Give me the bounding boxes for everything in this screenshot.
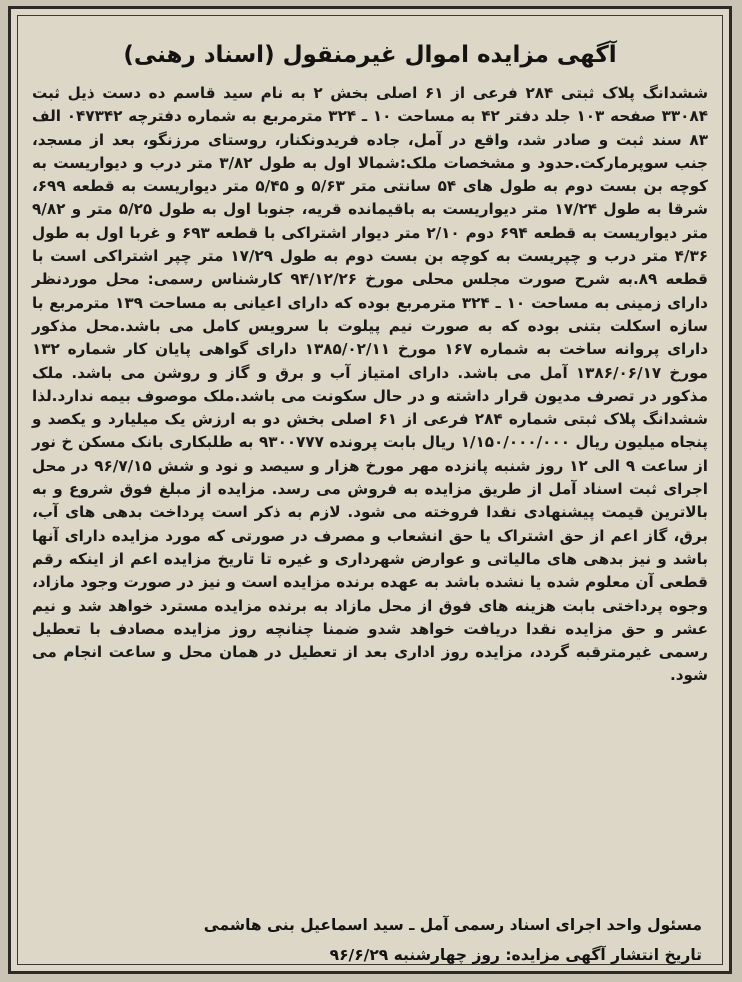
notice-frame bbox=[17, 15, 723, 965]
publish-date: تاریخ انتشار آگهی مزایده: روز چهارشنبه ۹۶/۶/۲۹ bbox=[329, 946, 702, 964]
notice-body: ششدانگ پلاک ثبتی ۲۸۴ فرعی از ۶۱ اصلی بخش ۲ به نام سید قاسم ده دست ذیل ثبت ۳۳۰۸۴ صفحه ۱۰۳ جلد دفتر ۴۲ به مساحت ۱۰ ـ ۳۲۴ مترمربع به شماره دفترچه ۰۴۷۳۴۲ الف ۸۳ سند ثبت و صادر شد، واقع در آمل، جاده فریدونکنار، روستای مرزنگو، بعد از مسجد، جنب سوپرمارکت.حدود و مشخصات ملک:شمالا اول به طول ۳/۸۲ متر درب و دیواریست به کوچه بن بست دوم به طول های ۵۴ سانتی متر ۵/۶۳ و ۵/۴۵ متر دیواریست به قطعه ۶۹۹، شرقا به طول ۱۷/۲۴ متر دیواریست به باقیمانده قریه، جنوبا اول به طول ۵/۲۵ متر و ۹/۸۲ متر دیواریست به قطعه ۶۹۴ دوم ۲/۱۰ متر دیوار اشتراکی با قطعه ۶۹۳ و غربا اول به طول ۴/۳۶ متر درب و چپریست به کوچه بن بست دوم به طول ۱۷/۲۹ متر چپر اشتراکی است با قطعه ۸۹.به شرح صورت مجلس محلی مورخ ۹۴/۱۲/۲۶ کارشناس رسمی: محل موردنظر دارای زمینی به مساحت ۱۰ ـ ۳۲۴ مترمربع بوده که دارای اعیانی به مساحت ۱۳۹ مترمربع با سازه اسکلت بتنی بوده که به صورت نیم پیلوت با سرویس کامل می باشد.محل مذکور دارای پروانه ساخت به شماره ۱۶۷ مورخ ۱۳۸۵/۰۲/۱۱ دارای گواهی پایان کار شماره ۱۳۲ مورخ ۱۳۸۶/۰۶/۱۷ آمل می باشد. دارای امتیاز آب و برق و گاز و روشن می باشد. ملک مذکور در تصرف مدیون قرار داشته و در حال سکونت می باشد.ملک موصوف بیمه ندارد.لذا ششدانگ پلاک ثبتی شماره ۲۸۴ فرعی از ۶۱ اصلی بخش دو به ارزش یک میلیارد و یکصد و پنجاه میلیون ریال ۱/۱۵۰/۰۰۰/۰۰۰ ریال بابت پرونده ۹۳۰۰۷۷۷ به طلبکاری بانک مسکن خ نور از ساعت ۹ الی ۱۲ روز شنبه پانزده مهر مورخ هزار و سیصد و نود و شش ۹۶/۷/۱۵ در محل اجرای ثبت اسناد آمل از طریق مزایده به فروش می رسد. مزایده از مبلغ فوق شروع و به بالاترین قیمت پیشنهادی نقدا فروخته می شود. لازم به ذکر است پرداخت بدهی های آب، برق، گاز اعم از حق اشتراک یا حق انشعاب و مصرف در صورتی که مورد مزایده دارای آنها باشد و نیز بدهی های مالیاتی و عوارض شهرداری و غیره تا تاریخ مزایده اعم از اینکه رقم قطعی آن معلوم شده یا نشده باشد به عهده برنده مزایده است و نیز در صورت وجود مازاد، وجوه پرداختی بابت هزینه های فوق از محل مازاد به برنده مزایده مسترد خواهد شد و نیم عشر و حق مزایده نقدا دریافت خواهد شدو ضمنا چنانچه روز مزایده مصادف با تعطیل رسمی غیرمترقبه گردد، مزایده روز اداری بعد از تعطیل در همان محل و ساعت انجام می شود. bbox=[32, 84, 709, 685]
notice-title: آگهی مزایده اموال غیرمنقول (اسناد رهنی) bbox=[123, 42, 617, 68]
notice-signature: مسئول واحد اجرای اسناد رسمی آمل ـ سید اسماعیل بنی هاشمی bbox=[203, 916, 702, 934]
newspaper-clipping bbox=[8, 6, 732, 974]
